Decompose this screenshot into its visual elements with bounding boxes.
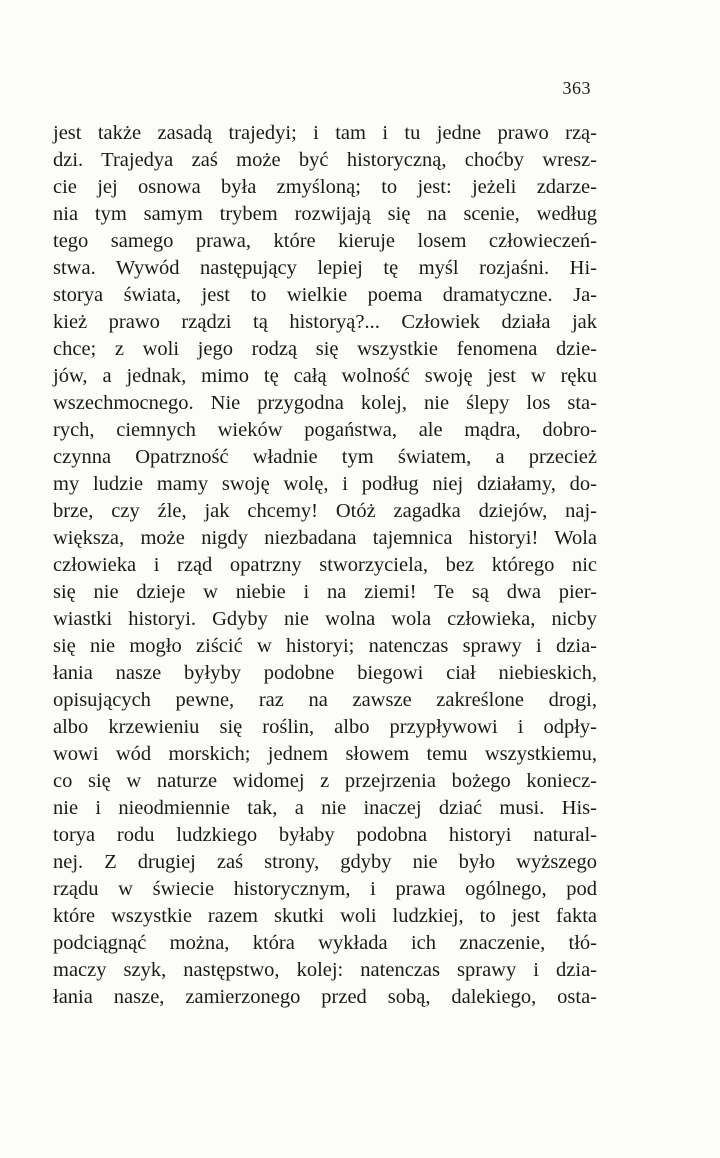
text-line: człowieka i rząd opatrzny stworzyciela, bez którego nic — [53, 554, 597, 576]
text-line: cie jej osnowa była zmyśloną; to jest: jeżeli zdarze- — [53, 176, 597, 198]
text-line: torya rodu ludzkiego byłaby podobna historyi natural- — [53, 824, 597, 846]
text-line: łania nasze, zamierzonego przed sobą, dalekiego, osta- — [53, 986, 597, 1008]
page-number: 363 — [562, 78, 591, 98]
text-line: się nie mogło ziścić w historyi; natenczas sprawy i dzia- — [53, 635, 597, 657]
text-line: my ludzie mamy swoję wolę, i podług niej działamy, do- — [53, 473, 597, 495]
text-line: chce; z woli jego rodzą się wszystkie fenomena dzie- — [53, 338, 597, 360]
text-line: większa, może nigdy niezbadana tajemnica historyi! Wola — [53, 527, 597, 549]
text-line: jów, a jednak, mimo tę całą wolność swoję jest w ręku — [53, 365, 597, 387]
text-line: rych, ciemnych wieków pogaństwa, ale mądra, dobro- — [53, 419, 597, 441]
body-text — [53, 120, 597, 1011]
text-line: nia tym samym trybem rozwijają się na scenie, według — [53, 203, 597, 225]
text-line: brze, czy źle, jak chcemy! Otóż zagadka dziejów, naj- — [53, 500, 597, 522]
text-line: się nie dzieje w niebie i na ziemi! Te są dwa pier- — [53, 581, 597, 603]
text-line: wowi wód morskich; jednem słowem temu wszystkiemu, — [53, 743, 597, 765]
text-line: łania nasze byłyby podobne biegowi ciał niebieskich, — [53, 662, 597, 684]
text-line: podciągnąć można, która wykłada ich znaczenie, tłó- — [53, 932, 597, 954]
text-line: które wszystkie razem skutki woli ludzkiej, to jest fakta — [53, 905, 597, 927]
text-line: rządu w świecie historycznym, i prawa ogólnego, pod — [53, 878, 597, 900]
text-line: opisujących pewne, raz na zawsze zakreślone drogi, — [53, 689, 597, 711]
text-line: dzi. Trajedya zaś może być historyczną, choćby wresz- — [53, 149, 597, 171]
text-line: maczy szyk, następstwo, kolej: natenczas sprawy i dzia- — [53, 959, 597, 981]
text-line: kież prawo rządzi tą historyą?... Człowiek działa jak — [53, 311, 597, 333]
text-line: wiastki historyi. Gdyby nie wolna wola człowieka, nicby — [53, 608, 597, 630]
text-line: co się w naturze widomej z przejrzenia bożego koniecz- — [53, 770, 597, 792]
text-line: albo krzewieniu się roślin, albo przypływowi i odpły- — [53, 716, 597, 738]
text-line: tego samego prawa, które kieruje losem człowieczeń- — [53, 230, 597, 252]
text-line: wszechmocnego. Nie przygodna kolej, nie ślepy los sta- — [53, 392, 597, 414]
text-line: czynna Opatrzność władnie tym światem, a przecież — [53, 446, 597, 468]
text-line: stwa. Wywód następujący lepiej tę myśl rozjaśni. Hi- — [53, 257, 597, 279]
text-line: storya świata, jest to wielkie poema dramatyczne. Ja- — [53, 284, 597, 306]
text-line: nej. Z drugiej zaś strony, gdyby nie było wyższego — [53, 851, 597, 873]
text-line: jest także zasadą trajedyi; i tam i tu jedne prawo rzą- — [53, 122, 597, 144]
text-line: nie i nieodmiennie tak, a nie inaczej dziać musi. His- — [53, 797, 597, 819]
